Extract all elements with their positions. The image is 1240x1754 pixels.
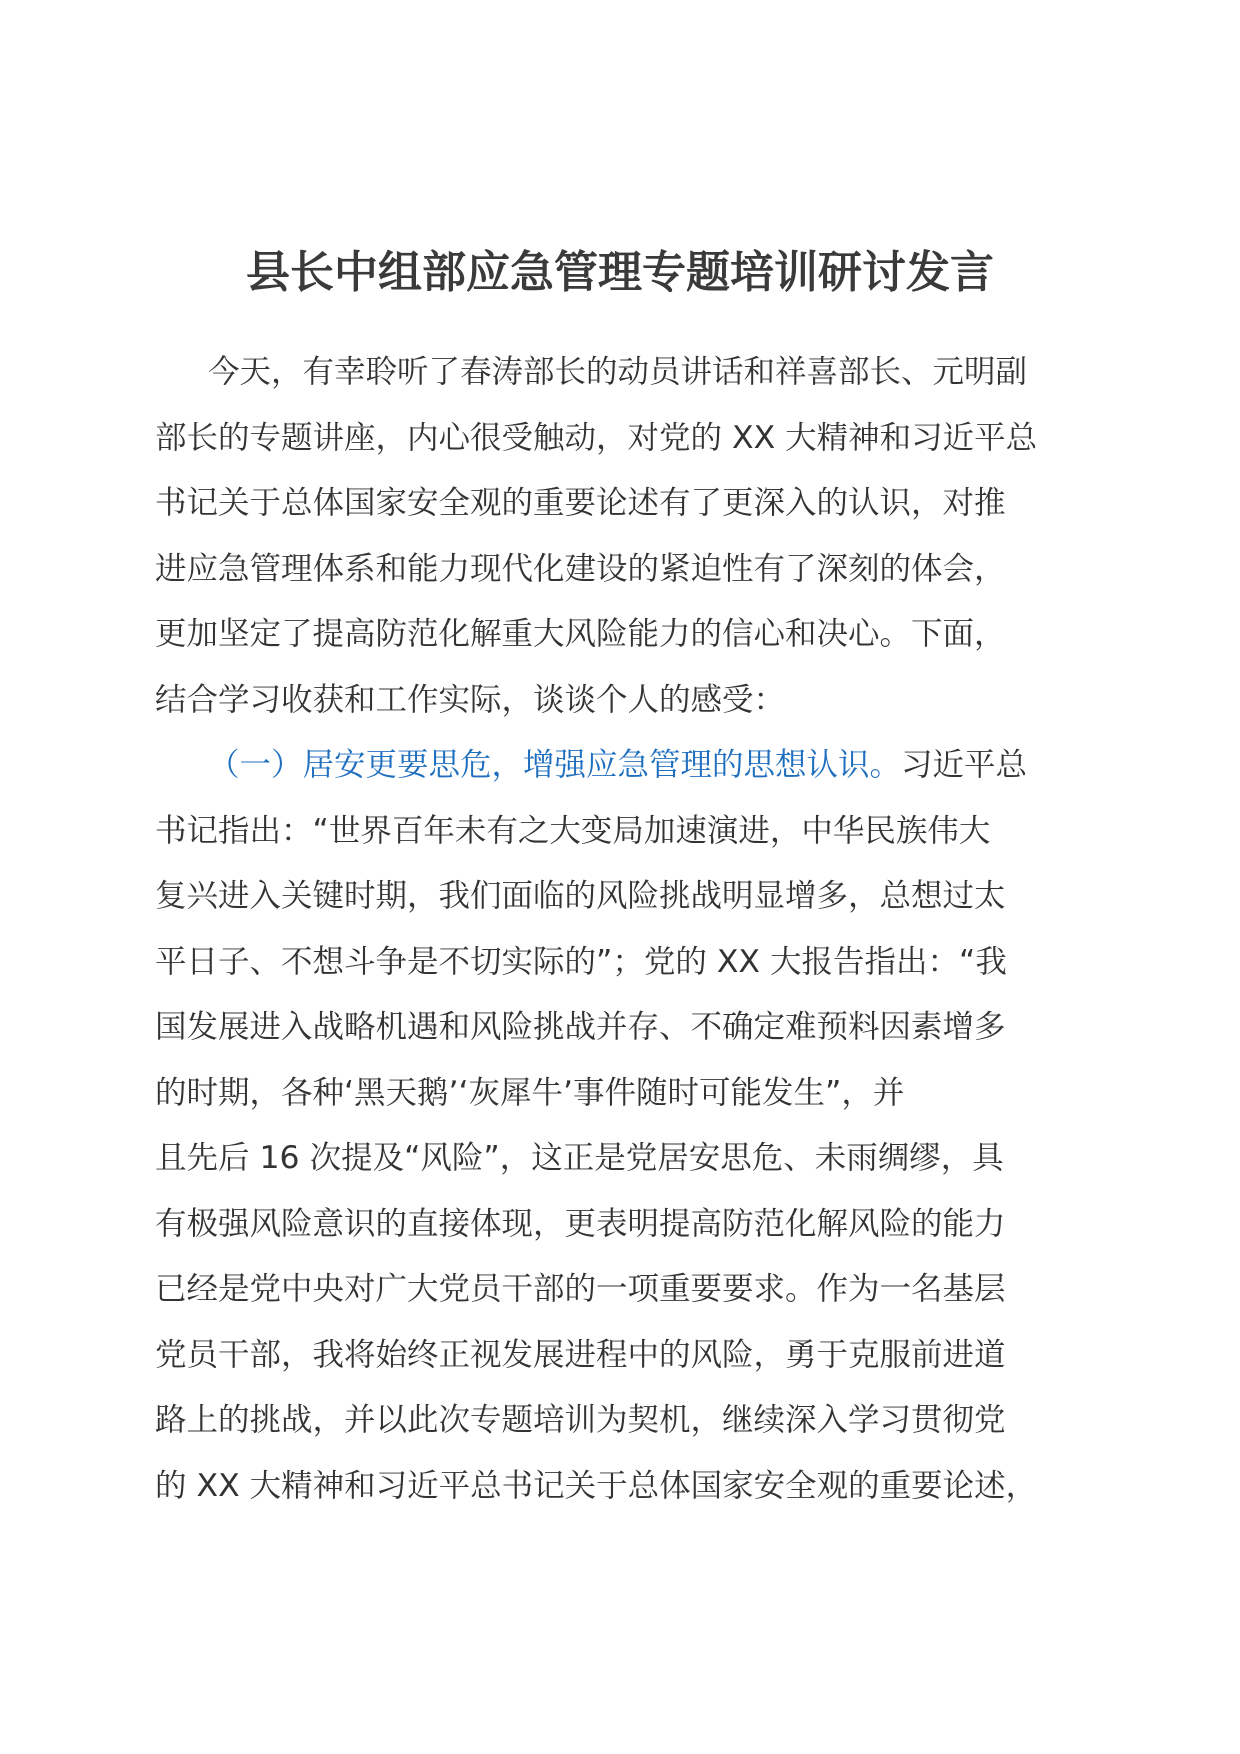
paragraph-2-first-line	[155, 733, 1090, 799]
paragraph-1-line: 更加坚定了提高防范化解重大风险能力的信心和决心。下面，	[155, 616, 1006, 652]
document-body	[155, 340, 1090, 1519]
paragraph-2-line: 的 XX 大精神和习近平总书记关于总体国家安全观的重要论述，	[155, 1467, 1038, 1504]
paragraph-2-line: 书记指出：“世界百年未有之大变局加速演进，中华民族伟大	[155, 812, 991, 849]
paragraph-2-line: 已经是党中央对广大党员干部的一项重要要求。作为一名基层	[155, 1271, 1006, 1307]
paragraph-2-line: 且先后 16 次提及“风险”，这正是党居安思危、未雨绸缪，具	[155, 1140, 1004, 1176]
paragraph-2-line: 路上的挑战，并以此次专题培训为契机，继续深入学习贯彻党	[155, 1402, 1006, 1438]
paragraph-2-line: 国发展进入战略机遇和风险挑战并存、不确定难预料因素增多	[155, 1009, 1006, 1045]
paragraph-1-line: 书记关于总体国家安全观的重要论述有了更深入的认识，对推	[155, 485, 1006, 521]
paragraph-2-line: 的时期，各种‘黑天鹅’‘灰犀牛’事件随时可能发生”，并	[155, 1074, 905, 1111]
document-title: 县长中组部应急管理专题培训研讨发言	[246, 247, 994, 298]
paragraph-2-line: 有极强风险意识的直接体现，更表明提高防范化解风险的能力	[155, 1205, 1006, 1242]
paragraph-1-line: 进应急管理体系和能力现代化建设的紧迫性有了深刻的体会，	[155, 550, 1006, 587]
paragraph-2-line: 复兴进入关键时期，我们面临的风险挑战明显增多，总想过太	[155, 878, 1006, 914]
section-heading: （一）居安更要思危，增强应急管理的思想认识。	[208, 747, 902, 783]
paragraph-2-line: 党员干部，我将始终正视发展进程中的风险，勇于克服前进道	[155, 1336, 1006, 1373]
paragraph-1-line: 部长的专题讲座，内心很受触动，对党的 XX 大精神和习近平总	[155, 419, 1038, 456]
paragraph-2-first-line-rest: 习近平总	[901, 747, 1028, 783]
paragraph-1-line: 结合学习收获和工作实际，谈谈个人的感受：	[155, 681, 786, 718]
paragraph-2-line: 平日子、不想斗争是不切实际的”；党的 XX 大报告指出：“我	[155, 943, 1007, 980]
paragraph-1-line: 今天，有幸聆听了春涛部长的动员讲话和祥喜部长、元明副	[208, 354, 1028, 390]
